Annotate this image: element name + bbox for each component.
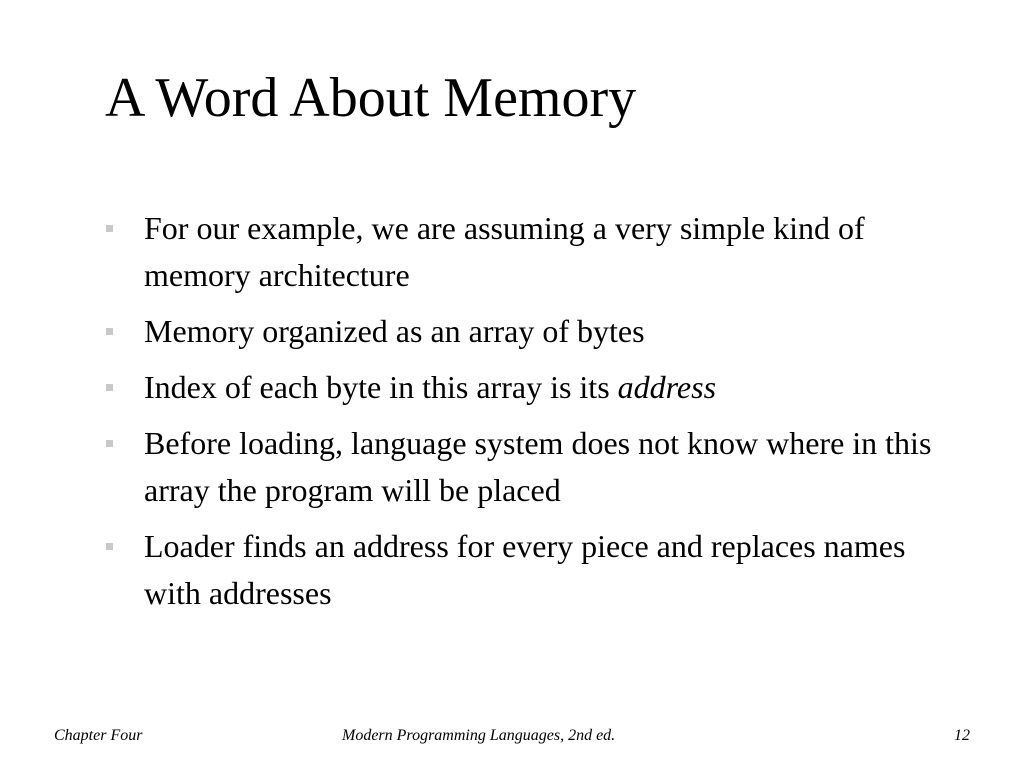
footer-chapter: Chapter Four (54, 727, 143, 744)
slide-title: A Word About Memory (105, 67, 637, 129)
square-bullet-icon (106, 543, 113, 550)
square-bullet-icon (106, 440, 113, 447)
square-bullet-icon (106, 328, 113, 335)
square-bullet-icon (106, 225, 113, 232)
bullet-text: Index of each byte in this array is its (144, 369, 618, 405)
square-bullet-icon (106, 384, 113, 391)
bullet-text: For our example, we are assuming a very simple kind of memory architecture (144, 210, 865, 293)
bullet-text: Memory organized as an array of bytes (144, 313, 645, 349)
bullet-item (104, 523, 934, 617)
bullet-item (104, 308, 934, 355)
bullet-item (104, 205, 934, 299)
bullet-text: Before loading, language system does not know where in this array the program will be placed (144, 425, 932, 508)
bullet-emphasis: address (617, 369, 717, 405)
bullet-item (104, 364, 934, 411)
footer-page-number: 12 (954, 727, 970, 744)
footer-book-title: Modern Programming Languages, 2nd ed. (342, 727, 616, 744)
bullet-list (104, 205, 934, 626)
bullet-text: Loader finds an address for every piece and replaces names with addresses (144, 528, 906, 611)
bullet-item (104, 420, 934, 514)
